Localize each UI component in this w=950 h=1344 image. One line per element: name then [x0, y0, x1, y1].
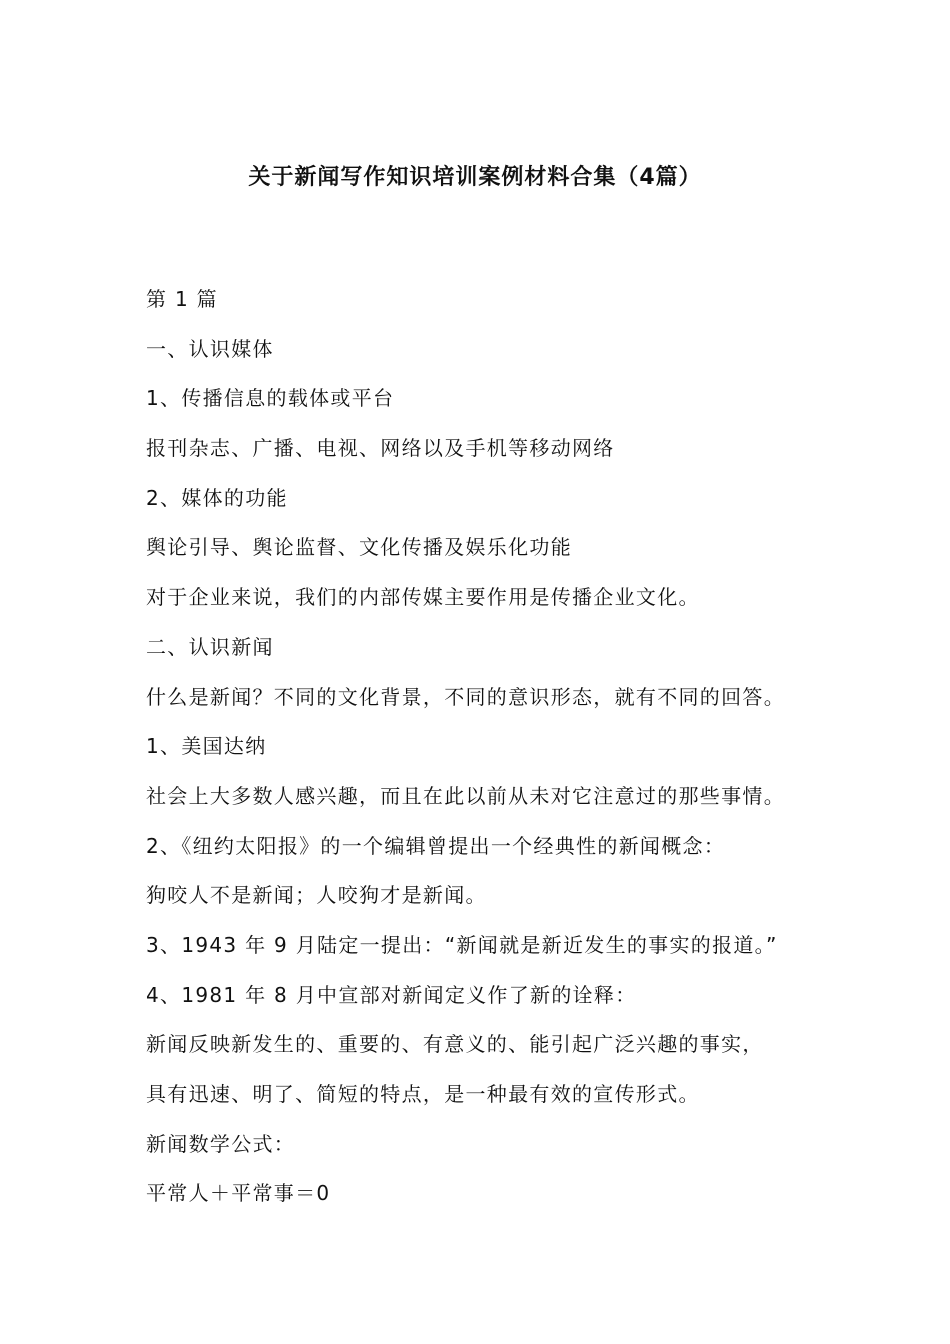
numbered-item: 2、《纽约太阳报》的一个编辑曾提出一个经典性的新闻概念： [146, 833, 726, 858]
paragraph: 新闻反映新发生的、重要的、有意义的、能引起广泛兴趣的事实， [146, 1032, 764, 1057]
formula-line: 平常人＋平常事＝0 [146, 1181, 331, 1206]
numbered-item: 1、美国达纳 [146, 734, 267, 759]
paragraph: 新闻数学公式： [146, 1131, 296, 1156]
paragraph: 狗咬人不是新闻；人咬狗才是新闻。 [146, 883, 487, 908]
subsection-heading: 一、认识媒体 [146, 336, 274, 361]
paragraph: 报刊杂志、广播、电视、网络以及手机等移动网络 [146, 436, 615, 461]
paragraph: 舆论引导、舆论监督、文化传播及娱乐化功能 [146, 535, 572, 560]
section-heading: 第 1 篇 [146, 287, 218, 311]
document-title: 关于新闻写作知识培训案例材料合集（4篇） [248, 165, 702, 190]
numbered-item: 1、传播信息的载体或平台 [146, 386, 395, 411]
subsection-heading: 二、认识新闻 [146, 634, 274, 659]
numbered-item: 3、1943 年 9 月陆定一提出：“新闻就是新近发生的事实的报道。” [146, 932, 778, 957]
document-body [146, 283, 846, 1227]
paragraph: 社会上大多数人感兴趣，而且在此以前从未对它注意过的那些事情。 [146, 783, 785, 808]
numbered-item: 4、1981 年 8 月中宣部对新闻定义作了新的诠释： [146, 982, 637, 1007]
paragraph: 什么是新闻？不同的文化背景，不同的意识形态，就有不同的回答。 [146, 684, 785, 709]
paragraph: 具有迅速、明了、简短的特点，是一种最有效的宣传形式。 [146, 1082, 700, 1106]
paragraph: 对于企业来说，我们的内部传媒主要作用是传播企业文化。 [146, 585, 700, 610]
numbered-item: 2、媒体的功能 [146, 485, 288, 510]
